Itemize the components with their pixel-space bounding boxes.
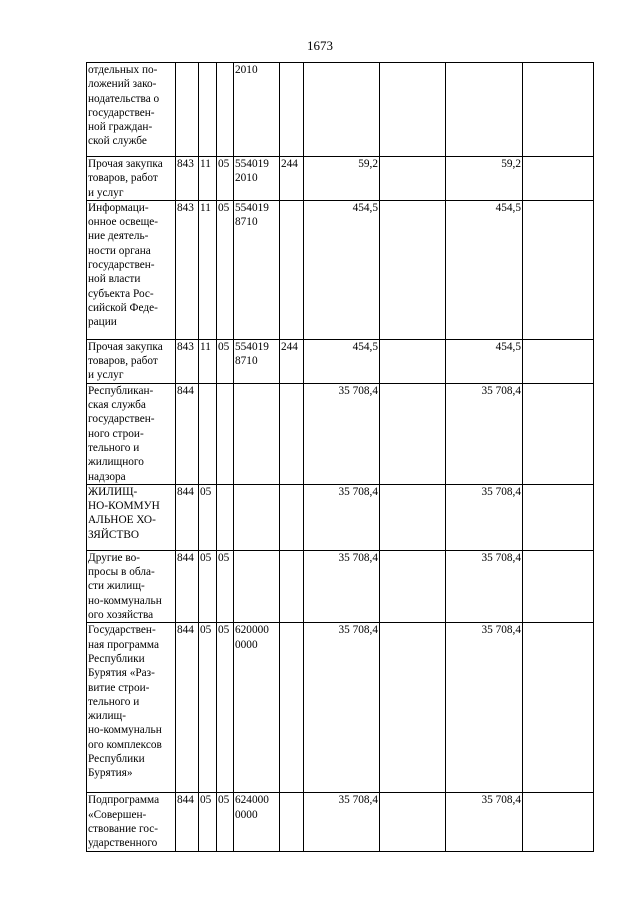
expense-type-cell <box>280 383 304 484</box>
row-name-cell: Другие во- просы в обла- сти жилищ- но-коммунальн ого хозяйства <box>87 550 176 622</box>
amount-cell-3: 35 708,4 <box>446 793 523 851</box>
target-article-cell: 624000 0000 <box>234 793 280 851</box>
subsection-code-cell <box>217 484 234 550</box>
amount-cell-4 <box>523 793 594 851</box>
ministry-code-cell: 844 <box>176 383 199 484</box>
table-row <box>87 383 594 484</box>
expense-type-cell: 244 <box>280 157 304 201</box>
amount-cell-2 <box>380 793 446 851</box>
ministry-code-cell: 844 <box>176 793 199 851</box>
amount-cell-4 <box>523 200 594 339</box>
amount-cell-4 <box>523 157 594 201</box>
section-code-cell <box>199 63 217 157</box>
subsection-code-cell <box>217 383 234 484</box>
section-code-cell: 11 <box>199 339 217 383</box>
target-article-cell: 620000 0000 <box>234 623 280 793</box>
target-article-cell: 554019 8710 <box>234 200 280 339</box>
target-article-cell <box>234 383 280 484</box>
row-name-cell: Прочая закупка товаров, работ и услуг <box>87 157 176 201</box>
subsection-code-cell: 05 <box>217 200 234 339</box>
subsection-code-cell: 05 <box>217 157 234 201</box>
expense-type-cell <box>280 200 304 339</box>
amount-cell-4 <box>523 623 594 793</box>
table-row <box>87 200 594 339</box>
expense-type-cell <box>280 623 304 793</box>
ministry-code-cell: 844 <box>176 484 199 550</box>
expense-type-cell: 244 <box>280 339 304 383</box>
section-code-cell: 11 <box>199 157 217 201</box>
ministry-code-cell: 844 <box>176 623 199 793</box>
amount-cell-2 <box>380 157 446 201</box>
subsection-code-cell: 05 <box>217 339 234 383</box>
expense-type-cell <box>280 63 304 157</box>
amount-cell-2 <box>380 484 446 550</box>
section-code-cell: 11 <box>199 200 217 339</box>
row-name-cell: Республикан- ская служба государствен- ного строи- тельного и жилищного надзора <box>87 383 176 484</box>
section-code-cell: 05 <box>199 550 217 622</box>
ministry-code-cell: 843 <box>176 200 199 339</box>
budget-table <box>86 62 594 852</box>
section-code-cell: 05 <box>199 484 217 550</box>
amount-cell-4 <box>523 63 594 157</box>
page-number: 1673 <box>307 38 333 53</box>
table-row <box>87 793 594 851</box>
amount-cell-2 <box>380 550 446 622</box>
ministry-code-cell: 844 <box>176 550 199 622</box>
amount-cell-3: 35 708,4 <box>446 484 523 550</box>
amount-cell-4 <box>523 339 594 383</box>
amount-cell-4 <box>523 550 594 622</box>
amount-cell-3: 35 708,4 <box>446 383 523 484</box>
subsection-code-cell: 05 <box>217 550 234 622</box>
amount-cell-2 <box>380 339 446 383</box>
target-article-cell: 554019 8710 <box>234 339 280 383</box>
section-code-cell <box>199 383 217 484</box>
amount-cell-2 <box>380 623 446 793</box>
amount-cell-1: 35 708,4 <box>304 383 380 484</box>
row-name-cell: Информаци- онное освеще- ние деятель- ности органа государствен- ной власти субъекта Рос- сийской Феде- рации <box>87 200 176 339</box>
subsection-code-cell: 05 <box>217 793 234 851</box>
target-article-cell: 2010 <box>234 63 280 157</box>
subsection-code-cell <box>217 63 234 157</box>
subsection-code-cell: 05 <box>217 623 234 793</box>
row-name-cell: отдельных по- ложений зако- нодательства о государствен- ной граждан- ской службе <box>87 63 176 157</box>
row-name-cell: Подпрограмма «Совершен- ствование гос- ударственного <box>87 793 176 851</box>
amount-cell-3: 35 708,4 <box>446 550 523 622</box>
table-row <box>87 550 594 622</box>
amount-cell-2 <box>380 383 446 484</box>
ministry-code-cell: 843 <box>176 339 199 383</box>
amount-cell-3: 454,5 <box>446 200 523 339</box>
amount-cell-3 <box>446 63 523 157</box>
section-code-cell: 05 <box>199 793 217 851</box>
amount-cell-3: 59,2 <box>446 157 523 201</box>
target-article-cell <box>234 484 280 550</box>
amount-cell-1: 454,5 <box>304 200 380 339</box>
expense-type-cell <box>280 484 304 550</box>
amount-cell-3: 35 708,4 <box>446 623 523 793</box>
row-name-cell: Государствен- ная программа Республики Бурятия «Раз- витие строи- тельного и жилищ- но-коммунальн ого комплексов Республики Бурятия» <box>87 623 176 793</box>
section-code-cell: 05 <box>199 623 217 793</box>
row-name-cell: ЖИЛИЩ- НО-КОММУН АЛЬНОЕ ХО- ЗЯЙСТВО <box>87 484 176 550</box>
amount-cell-1: 454,5 <box>304 339 380 383</box>
target-article-cell: 554019 2010 <box>234 157 280 201</box>
ministry-code-cell <box>176 63 199 157</box>
table-row <box>87 157 594 201</box>
amount-cell-1 <box>304 63 380 157</box>
amount-cell-2 <box>380 63 446 157</box>
amount-cell-4 <box>523 484 594 550</box>
amount-cell-1: 59,2 <box>304 157 380 201</box>
table-row <box>87 484 594 550</box>
ministry-code-cell: 843 <box>176 157 199 201</box>
table-row <box>87 339 594 383</box>
table-row <box>87 63 594 157</box>
amount-cell-1: 35 708,4 <box>304 793 380 851</box>
amount-cell-1: 35 708,4 <box>304 550 380 622</box>
amount-cell-3: 454,5 <box>446 339 523 383</box>
amount-cell-1: 35 708,4 <box>304 484 380 550</box>
table-row <box>87 623 594 793</box>
expense-type-cell <box>280 793 304 851</box>
expense-type-cell <box>280 550 304 622</box>
amount-cell-2 <box>380 200 446 339</box>
amount-cell-4 <box>523 383 594 484</box>
target-article-cell <box>234 550 280 622</box>
amount-cell-1: 35 708,4 <box>304 623 380 793</box>
row-name-cell: Прочая закупка товаров, работ и услуг <box>87 339 176 383</box>
